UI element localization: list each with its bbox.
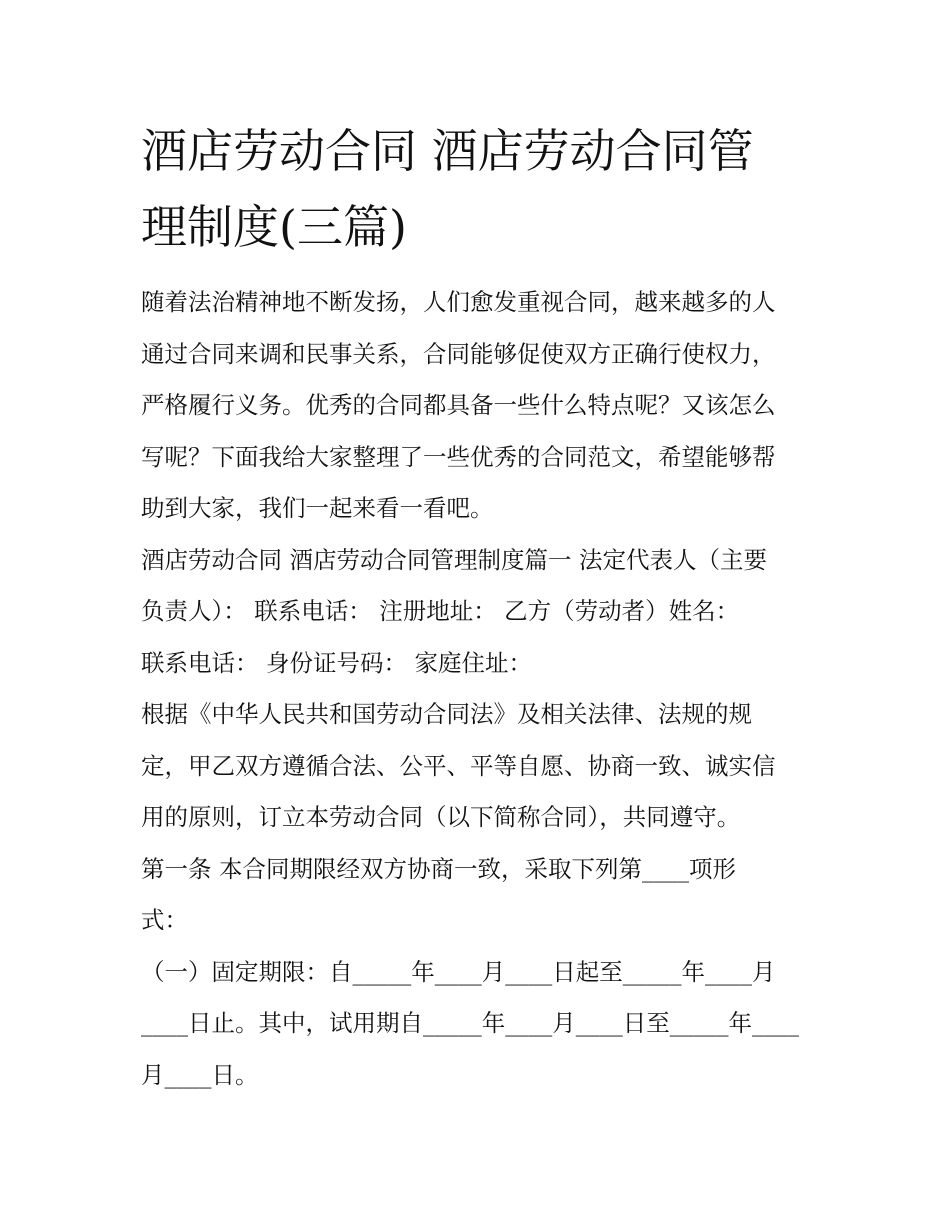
- fixed-term-line: 月____日。: [141, 1060, 259, 1089]
- title-line: 理制度(三篇): [141, 200, 407, 254]
- intro-paragraph-line: 写呢？下面我给大家整理了一些优秀的合同范文，希望能够帮: [141, 442, 776, 471]
- intro-paragraph-line: 严格履行义务。优秀的合同都具备一些什么特点呢？又该怎么: [141, 391, 776, 419]
- party-info-line: 联系电话： 身份证号码： 家庭住址：: [141, 648, 532, 677]
- article-one-line: 第一条 本合同期限经双方协商一致，采取下列第____项形: [141, 854, 736, 883]
- document-body: [141, 277, 821, 1101]
- title-line: 酒店劳动合同 酒店劳动合同管: [141, 124, 754, 178]
- party-info-line: 负责人）： 联系电话： 注册地址： 乙方（劳动者）姓名：: [141, 597, 740, 625]
- preamble-line: 根据《中华人民共和国劳动合同法》及相关法律、法规的规: [141, 700, 752, 728]
- intro-paragraph-line: 助到大家，我们一起来看一看吧。: [141, 494, 494, 522]
- document-title: [141, 113, 821, 265]
- intro-paragraph-line: 随着法治精神地不断发扬，人们愈发重视合同，越来越多的人: [141, 288, 776, 316]
- preamble-line: 用的原则，订立本劳动合同（以下简称合同），共同遵守。: [141, 803, 741, 831]
- intro-paragraph-line: 通过合同来调和民事关系，合同能够促使双方正确行使权力，: [141, 339, 776, 368]
- party-info-line: 酒店劳动合同 酒店劳动合同管理制度篇一 法定代表人（主要: [141, 545, 767, 574]
- preamble-line: 定，甲乙双方遵循合法、公平、平等自愿、协商一致、诚实信: [141, 751, 776, 780]
- fixed-term-line: ____日止。其中，试用期自_____年____月____日至_____年____: [141, 1009, 799, 1037]
- fixed-term-line: （一）固定期限：自_____年____月____日起至_____年____月: [141, 957, 776, 986]
- article-one-line: 式：: [141, 906, 188, 934]
